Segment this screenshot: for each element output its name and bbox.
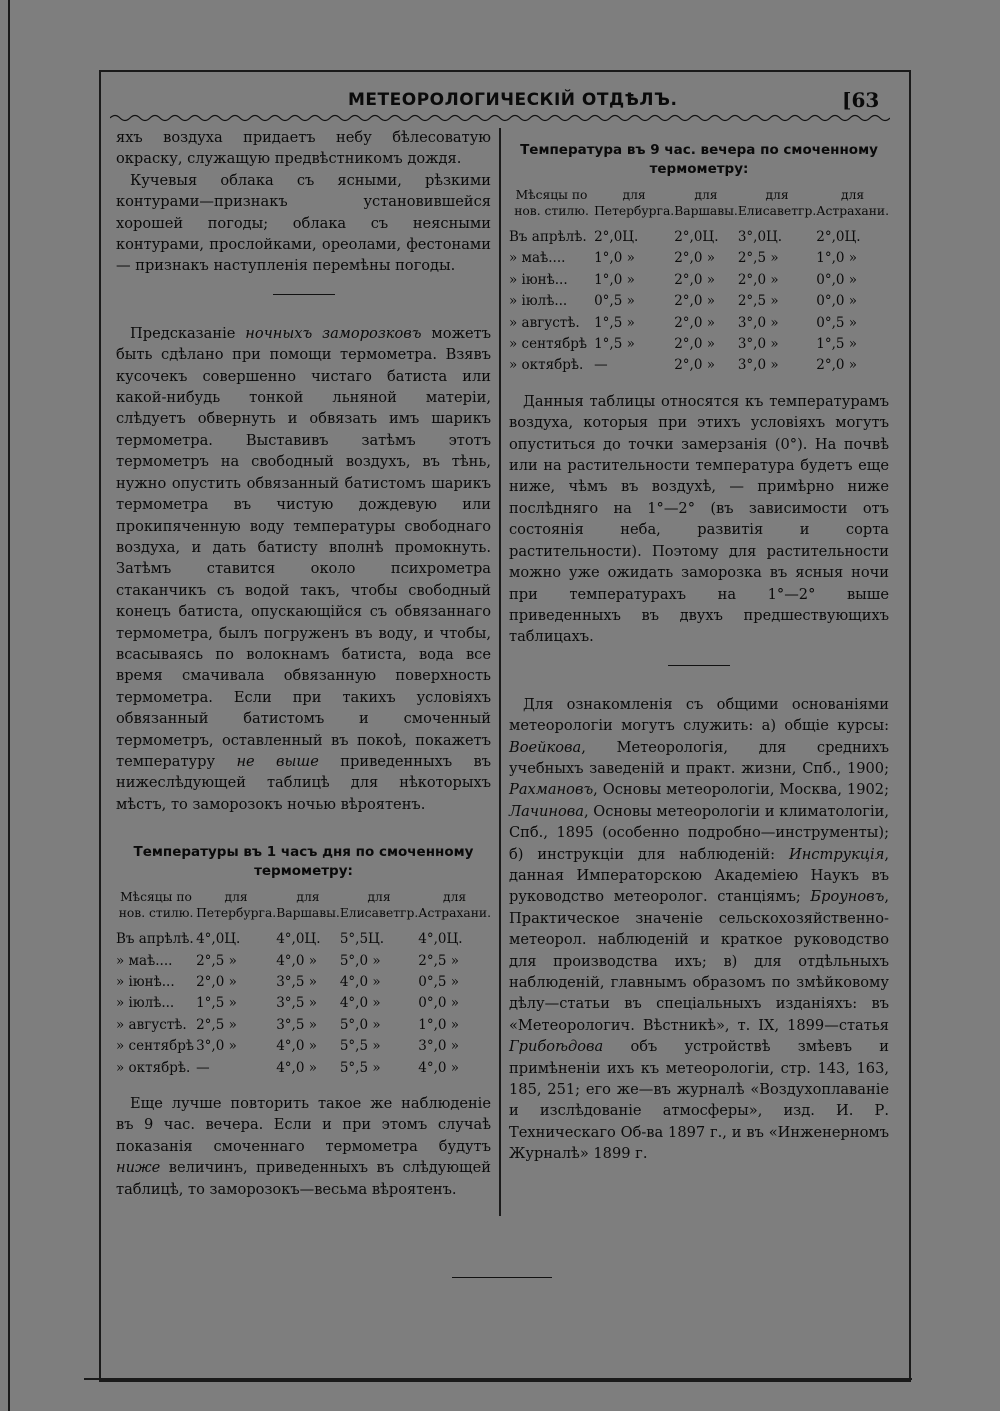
column-header: для Петербурга. xyxy=(594,188,675,218)
table-row: Въ апрѣлѣ. 4°,0Ц. 4°,0Ц. 5°,5Ц. 4°,0Ц. xyxy=(116,931,463,948)
section-title: МЕТЕОРОЛОГИЧЕСКIЙ ОТДѢЛЪ. xyxy=(348,90,678,110)
temperature-table-9pm xyxy=(509,187,889,377)
table-row: » iюнѣ... 1°,0 » 2°,0 » 2°,0 » 0°,0 » xyxy=(509,271,858,288)
emphasis: ниже xyxy=(116,1159,161,1177)
wavy-divider xyxy=(110,113,890,123)
table-title: Температура въ 9 час. вечера по смоченному термометру: xyxy=(520,142,878,177)
section-rule xyxy=(273,294,335,295)
table-row: » маѣ.... 1°,0 » 2°,0 » 2°,5 » 1°,0 » xyxy=(509,250,858,267)
table-row: » августѣ. 2°,5 » 3°,5 » 5°,0 » 1°,0 » xyxy=(116,1016,460,1033)
table-row: » iюлѣ... 1°,5 » 3°,5 » 4°,0 » 0°,0 » xyxy=(116,995,460,1012)
table-title: Температуры въ 1 часъ дня по смоченному термометру: xyxy=(133,844,474,880)
author-name: Броуновъ xyxy=(810,888,885,906)
paragraph-frost-prediction: Предсказанiе ночныхъ заморозковъ можетъ быть сдѣлано при помощи термометра. Взявъ кусочекъ совершенно чистаго батиста или какой-нибудь тонкой льняной матерiи, слѣдуетъ обвернуть и обвязать имъ шарикъ термометра. Выставивъ затѣмъ этотъ термометръ на свободный воздухъ, въ тѣнь, нужно опустить обвязанный батистомъ шарикъ термометра въ чистую дождевую или прокипяченную воду температуры свободнаго воздуха, и дать батисту вполнѣ промокнуть. Затѣмъ ставится около психрометра стаканчикъ съ водой такъ, чтобы свободный конецъ батиста, опускающiйся съ обвязаннаго термометра, былъ погруженъ въ воду, и чтобы, всасываясь по волокнамъ батиста, вода все время смачивала обвязанную поверхность термометра. Если при такихъ условiяхъ обвязанный батистомъ и смоченный термометръ, оставленный въ покоѣ, покажетъ температуру не выше приведенныхъ въ нижеслѣдующей таблицѣ для нѣкоторыхъ мѣстъ, то заморозокъ ночью вѣроятенъ. xyxy=(116,324,492,813)
table-row: Въ апрѣлѣ. 2°,0Ц. 2°,0Ц. 3°,0Ц. 2°,0Ц. xyxy=(509,229,861,245)
table-row: » iюнѣ... 2°,0 » 3°,5 » 4°,0 » 0°,5 » xyxy=(116,974,460,990)
emphasis: не выше xyxy=(236,752,319,770)
table-header-row xyxy=(116,889,491,929)
page-number: [63 xyxy=(842,88,880,112)
paragraph: Еще лучше повторить такое же наблюденiе въ 9 час. вечера. Если и при этомъ случаѣ показанiя смоченнаго термометра будутъ ниже величинъ, приведенныхъ въ слѣдующей таблицѣ, то заморозокъ—весьма вѣроятенъ. xyxy=(116,1095,491,1198)
column-header: для Варшавы. xyxy=(276,890,340,921)
emphasis: ночныхъ заморозковъ xyxy=(245,324,422,342)
paragraph: Данныя таблицы относятся къ температурамъ воздуха, которыя при этихъ условiяхъ могутъ опуститься до точки замерзанiя (0°). На почвѣ или на растительности температура будетъ еще ниже, чѣмъ въ воздухѣ, — примѣрно ниже послѣдняго на 1°—2° (въ зависимости отъ состоянiя неба, развитiя и сорта растительности). Поэтому для растительности можно уже ожидать заморозка въ ясныя ночи при температурахъ на 1°—2° выше приведенныхъ въ двухъ предшествующихъ таблицахъ. xyxy=(509,392,889,646)
author-name: Рахмановъ xyxy=(509,781,594,799)
paragraph: Кучевыя облака съ ясными, рѣзкими контурами—признакъ установившейся хорошей погоды; облака съ неясными контурами, прослойками, ореолами, фестонами — признакъ наступленiя перемѣны погоды. xyxy=(116,171,491,275)
table-header-row xyxy=(509,187,889,227)
temperature-table-1pm xyxy=(116,889,491,1079)
column-header: Мѣсяцы по нов. стилю. xyxy=(118,890,194,921)
bottom-border xyxy=(84,1378,912,1380)
table-row: » октябрѣ. — 2°,0 » 3°,0 » 2°,0 » xyxy=(509,357,858,374)
table-row: » маѣ.... 2°,5 » 4°,0 » 5°,0 » 2°,5 » xyxy=(116,952,460,969)
left-column xyxy=(116,127,491,1200)
column-header: Мѣсяцы по нов. стилю. xyxy=(514,188,589,218)
paragraph-bibliography: Для ознакомленiя съ общими основанiями метеорологiи могутъ служить: а) общiе курсы: Воейкова, Метеорологiя, для среднихъ учебныхъ заведенiй и практ. жизни, Спб., 1900; Рахмановъ, Основы метеорологiи, Москва, 1902; Лачинова, Основы метеорологiи и климатологiи, Спб., 1895 (особенно подробно—инструменты); б) инструкцiи для наблюденiй: Инструкцiя, данная Императорскою Академiею Наукъ въ руководство метеоролог. станцiямъ; Броуновъ, Практическое значенiе сельскохозяйственно-метеорол. наблюденiй и краткое руководство для производства ихъ; в) для отдѣльныхъ наблюденiй, главнымъ образомъ по змѣйковому дѣлу—статьи въ спецiальныхъ изданiяхъ: въ «Метеорологич. Вѣстникѣ», т. IX, 1899—статья Грибоѣдова объ устройствѣ змѣевъ и примѣненiи ихъ къ метеорологiи, стр. 143, 163, 185, 251; его же—въ журналѣ «Воздухоплаванiе и изслѣдованiе атмосферы», изд. И. Р. Техническаго Об-ва 1897 г., и въ «Инженерномъ Журналѣ» 1899 г. xyxy=(509,695,889,1163)
table-row: » октябрѣ. — 4°,0 » 5°,5 » 4°,0 » xyxy=(116,1059,460,1076)
column-header: для Елисаветгр. xyxy=(737,188,817,218)
paragraph: яхъ воздуха придаетъ небу бѣлесоватую окраску, служащую предвѣстникомъ дождя. xyxy=(116,129,491,168)
author-name: Лачинова xyxy=(509,802,584,820)
column-header: для Варшавы. xyxy=(674,188,738,218)
end-rule xyxy=(452,1277,552,1278)
column-header: для Петербурга. xyxy=(196,890,277,921)
column-header: для Астрахани. xyxy=(816,188,890,218)
table-row: » сентябрѣ 3°,0 » 4°,0 » 5°,5 » 3°,0 » xyxy=(116,1038,460,1055)
work-title: Инструкцiя xyxy=(788,845,885,863)
section-rule xyxy=(668,665,730,666)
table-row: » августѣ. 1°,5 » 2°,0 » 3°,0 » 0°,5 » xyxy=(509,314,858,331)
table-row: » iюлѣ... 0°,5 » 2°,0 » 2°,5 » 0°,0 » xyxy=(509,293,858,310)
column-header: для Елисаветгр. xyxy=(339,890,419,921)
page-header xyxy=(100,86,910,116)
column-header: для Астрахани. xyxy=(418,890,492,921)
author-name: Воейкова xyxy=(509,738,582,756)
right-column xyxy=(509,127,889,1165)
author-name: Грибоѣдова xyxy=(509,1038,604,1056)
scan-edge-line xyxy=(8,0,10,1411)
table-row: » сентябрѣ 1°,5 » 2°,0 » 3°,0 » 1°,5 » xyxy=(509,336,858,353)
column-divider xyxy=(499,128,501,1216)
